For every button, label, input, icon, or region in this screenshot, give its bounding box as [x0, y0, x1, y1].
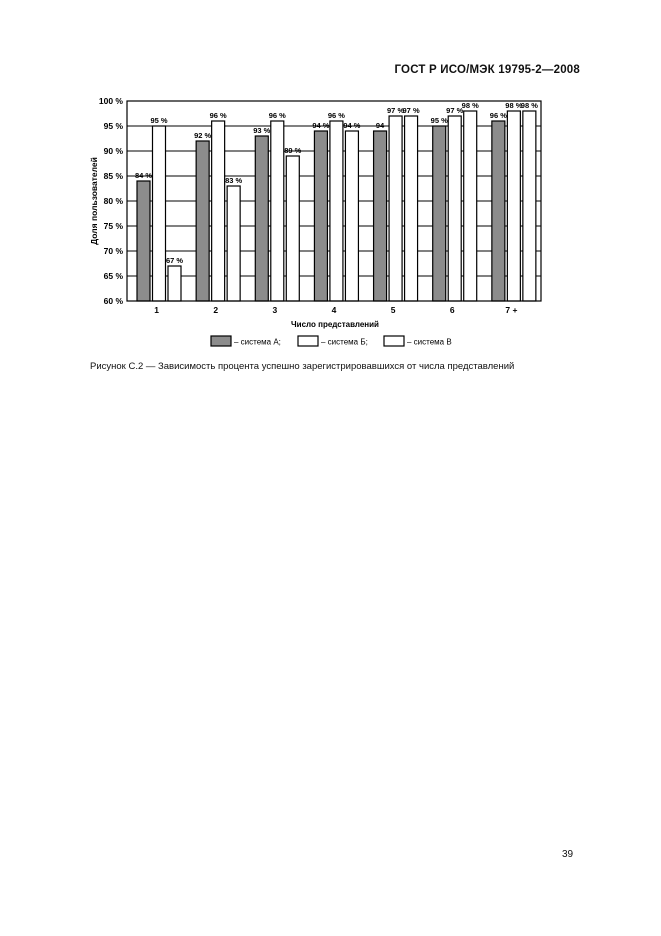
bar-series-2	[507, 111, 520, 301]
data-label: 98 %	[461, 101, 479, 110]
bar-series-2	[389, 116, 402, 301]
bar-series-3	[168, 266, 181, 301]
page-number: 39	[562, 849, 574, 860]
bar-series-3	[523, 111, 536, 301]
y-tick-label: 85 %	[103, 171, 123, 181]
bar-series-2	[271, 121, 284, 301]
legend-label: – система В	[407, 337, 452, 347]
bar-series-3	[345, 131, 358, 301]
bar-series-2	[212, 121, 225, 301]
data-label: 98 %	[505, 101, 523, 110]
bar-series-2	[330, 121, 343, 301]
bar-series-3	[464, 111, 477, 301]
y-tick-label: 65 %	[103, 271, 123, 281]
x-tick-label: 5	[390, 305, 396, 315]
y-axis-ticks	[99, 96, 124, 306]
y-tick-label: 100 %	[98, 96, 123, 106]
bar-series-1	[492, 121, 505, 301]
chart-legend	[211, 336, 452, 347]
legend-swatch	[211, 336, 231, 346]
x-tick-label: 3	[272, 305, 278, 315]
legend-swatch	[298, 336, 318, 346]
figure-caption: Рисунок С.2 — Зависимость процента успешно зарегистрировавшихся от числа представлений	[90, 361, 515, 372]
data-label: 97 %	[402, 106, 420, 115]
data-label: 98 %	[520, 101, 538, 110]
y-tick-label: 60 %	[103, 296, 123, 306]
x-axis-label: Число представлений	[291, 320, 379, 329]
data-label: 94	[375, 121, 385, 130]
y-tick-label: 80 %	[103, 196, 123, 206]
bar-chart	[0, 0, 661, 360]
y-tick-label: 75 %	[103, 221, 123, 231]
x-tick-label: 1	[154, 305, 159, 315]
data-label: 93 %	[253, 126, 271, 135]
bar-series-1	[255, 136, 268, 301]
bar-series-2	[448, 116, 461, 301]
data-label: 96 %	[327, 111, 345, 120]
y-tick-label: 95 %	[103, 121, 123, 131]
data-label: 96 %	[268, 111, 286, 120]
x-tick-label: 4	[331, 305, 337, 315]
data-label: 83 %	[225, 176, 243, 185]
legend-swatch	[384, 336, 404, 346]
x-tick-label: 2	[213, 305, 219, 315]
data-label: 92 %	[194, 131, 212, 140]
bar-series-2	[153, 126, 166, 301]
bar-series-1	[196, 141, 209, 301]
data-label: 89 %	[284, 146, 302, 155]
bar-series-1	[314, 131, 327, 301]
bar-series-1	[137, 181, 150, 301]
bar-series-3	[227, 186, 240, 301]
y-tick-label: 90 %	[103, 146, 123, 156]
data-label: 84 %	[134, 171, 153, 180]
data-label: 97 %	[387, 106, 405, 115]
data-label: 94 %	[343, 121, 361, 130]
document-header: ГОСТ Р ИСО/МЭК 19795-2—2008	[394, 64, 580, 76]
data-label: 96 %	[209, 111, 227, 120]
bar-series-1	[433, 126, 446, 301]
bar-series-3	[286, 156, 299, 301]
x-tick-label: 6	[449, 305, 455, 315]
data-label: 95 %	[430, 116, 448, 125]
data-label: 97 %	[446, 106, 464, 115]
legend-label: – система А;	[234, 337, 281, 347]
data-label: 96 %	[489, 111, 507, 120]
data-label: 67 %	[165, 256, 184, 265]
legend-label: – система Б;	[321, 337, 368, 347]
data-label: 95 %	[150, 116, 168, 125]
x-tick-label: 7 +	[505, 305, 518, 315]
bar-series-3	[405, 116, 418, 301]
bar-series-1	[374, 131, 387, 301]
y-axis-label: Доля пользователей	[89, 157, 99, 245]
y-tick-label: 70 %	[103, 246, 123, 256]
data-label: 94 %	[312, 121, 330, 130]
x-axis-ticks	[154, 305, 517, 315]
